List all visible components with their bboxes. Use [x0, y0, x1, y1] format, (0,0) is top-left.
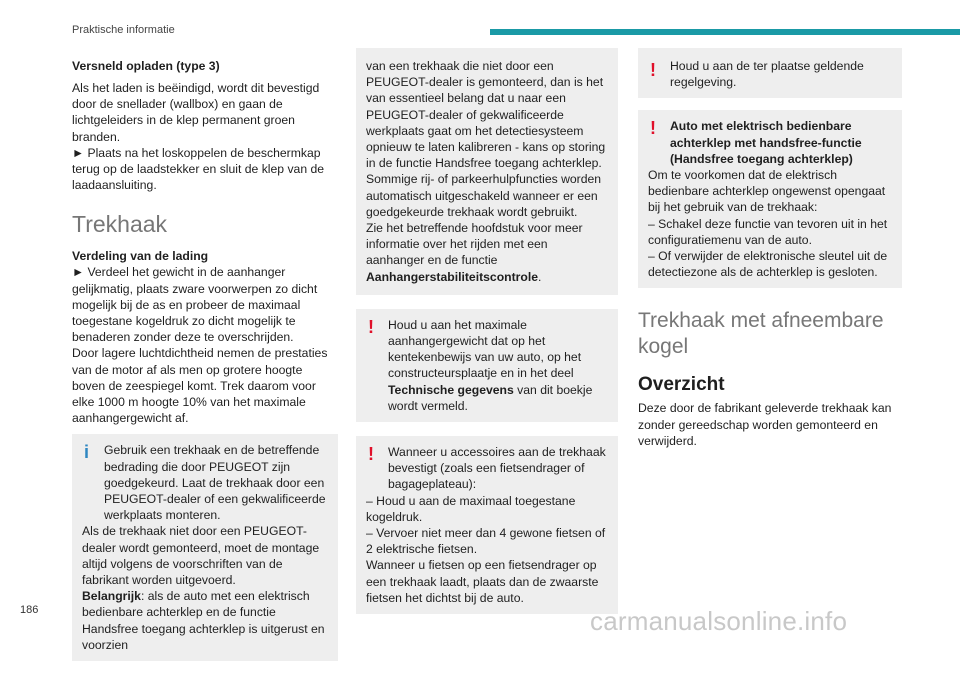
info-bold-important: Belangrijk [82, 589, 141, 604]
column-middle [356, 48, 618, 626]
warning-max-weight [356, 309, 618, 422]
warning-tailgate-intro: Om te voorkomen dat de elektrisch bedienbare achterklep ongewenst opengaat bij het gebruik van de trekhaak: [648, 168, 886, 215]
info-text-1: Gebruik een trekhaak en de betreffende bedrading die door PEUGEOT zijn goedgekeurd. Laat de trekhaak door een PEUGEOT-dealer of een gekwalificeerde werkplaats monteren. [104, 443, 326, 523]
heading-load-distribution: Verdeling van de lading [72, 249, 209, 264]
info-icon: i [84, 442, 90, 463]
warning-tailgate-item-1: – Schakel deze functie van tevoren uit in het configuratiemenu van de auto. [648, 216, 888, 247]
cont-text-3-end: . [538, 269, 542, 284]
warning-max-weight-bold: Technische gegevens [388, 382, 514, 397]
cont-text-3-body: Zie het betreffende hoofdstuk voor meer informatie over het rijden met een aanhanger en de functie [366, 221, 583, 268]
cont-text-3 [366, 220, 608, 285]
cont-text-3-bold: Aanhangerstabiliteitscontrole [366, 269, 539, 284]
cont-text-2: Sommige rij- of parkeerhulpfuncties worden automatisch uitgeschakeld wanneer er een goedgekeurde trekhaak wordt gebruikt. [366, 172, 602, 219]
warning-tailgate-title: Auto met elektrisch bedienbare achterklep met handsfree-functie (Handsfree toegang achterklep) [670, 119, 862, 166]
warning-accessories-item-2: – Vervoer niet meer dan 4 gewone fietsen of 2 elektrische fietsen. [366, 526, 606, 557]
warning-max-weight-text [366, 317, 608, 414]
warning-accessories [356, 436, 618, 614]
heading-towbar: Trekhaak [72, 211, 168, 238]
info-note-continued [356, 48, 618, 295]
warning-accessories-intro: Wanneer u accessoires aan de trekhaak bevestigt (zoals een fietsendrager of bagageplateau): [388, 445, 606, 492]
warning-accessories-note: Wanneer u fietsen op een fietsendrager op een trekhaak laadt, plaats dan de zwaarste fietsen het dichtst bij de auto. [366, 558, 599, 605]
warning-local-regulations-text: Houd u aan de ter plaatse geldende regelgeving. [670, 59, 864, 90]
column-right [638, 48, 902, 449]
heading-overview: Overzicht [638, 374, 725, 396]
warning-tailgate-item-2: – Of verwijder de elektronische sleutel uit de detectiezone als de achterklep is gesloten. [648, 249, 888, 280]
paragraph-load-distribution: ► Verdeel het gewicht in de aanhanger gelijkmatig, plaats zware voorwerpen zo dicht mogelijk bij de as en probeer de maximaal toegestane kogeldruk zo dicht mogelijk te benaderen zonder deze te overschrijden. [72, 265, 318, 345]
info-text-2: Als de trekhaak niet door een PEUGEOT-dealer wordt gemonteerd, moet de montage altijd volgens de voorschriften van de fabrikant worden uitgevoerd. [82, 524, 320, 588]
info-note [72, 434, 338, 661]
info-text-3 [82, 588, 328, 653]
heading-removable-towbar: Trekhaak met afneembare kogel [638, 309, 884, 359]
warning-local-regulations [638, 48, 902, 98]
paragraph-fast-charging-step: ► Plaats na het loskoppelen de beschermkap terug op de laadstekker en sluit de klep van de laadaansluiting. [72, 145, 325, 193]
cont-text-1: van een trekhaak die niet door een PEUGEOT-dealer is gemonteerd, dan is het van essentieel belang dat u naar een PEUGEOT-dealer of gekwalificeerde werkplaats gaat om het detectiesysteem opnieuw te laten kalibreren - kans op storing in de functie Handsfree toegang achterklep. [366, 59, 606, 171]
warning-accessories-item-1: – Houd u aan de maximaal toegestane kogeldruk. [366, 493, 576, 524]
warning-max-weight-body: Houd u aan het maximale aanhangergewicht dat op het kentekenbewijs van uw auto, op het constructeursplaatje en in het deel [388, 317, 582, 381]
watermark: carmanualsonline.info [590, 606, 848, 636]
warning-icon: ! [650, 60, 656, 80]
warning-tailgate [638, 110, 902, 288]
warning-icon: ! [368, 316, 374, 337]
warning-icon: ! [650, 118, 656, 139]
paragraph-overview: Deze door de fabrikant geleverde trekhaak kan zonder gereedschap worden gemonteerd en verwijderd. [638, 401, 892, 448]
info-text-3-body: : als de auto met een elektrisch bedienbare achterklep en de functie Handsfree toegang achterklep is uitgerust en voorzien [82, 589, 325, 652]
warning-max-weight-end: van dit boekje wordt vermeld. [388, 382, 593, 413]
column-left [72, 58, 338, 673]
running-header: Praktische informatie [72, 24, 175, 36]
paragraph-altitude: Door lagere luchtdichtheid nemen de prestaties van de motor af als men op grotere hoogte boven de zeespiegel komt. Trek daarom voor elke 1000 m hoogte 10% van het maximale aanhangergewicht af. [72, 346, 328, 426]
heading-fast-charging: Versneld opladen (type 3) [72, 59, 220, 73]
paragraph-fast-charging: Als het laden is beëindigd, wordt dit bevestigd door de snellader (wallbox) en gaan de lichtgeleiders in de klep permanent groen branden. [72, 81, 320, 144]
page-number: 186 [20, 604, 39, 616]
header-accent-bar [490, 29, 960, 35]
warning-icon: ! [368, 444, 374, 465]
